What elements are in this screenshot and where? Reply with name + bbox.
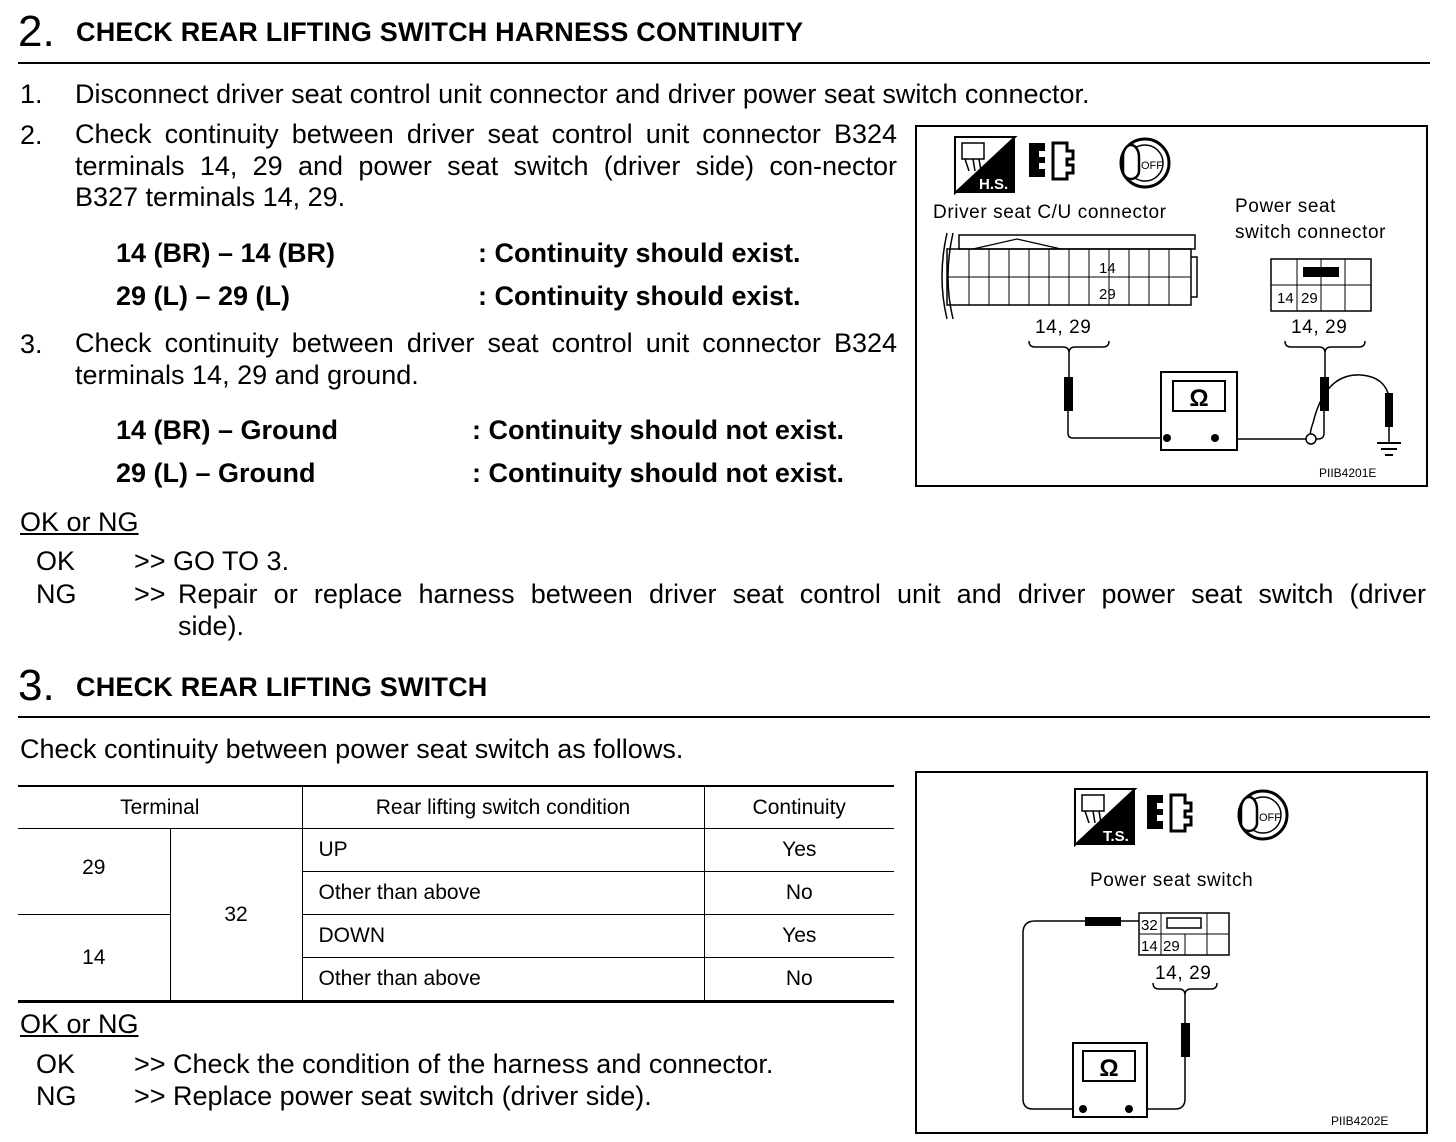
fig2-pin-14: 14 xyxy=(1141,938,1158,955)
power-seat-switch-label: Power seat switch xyxy=(1090,870,1254,891)
sw-pin-29: 29 xyxy=(1301,290,1318,307)
terminal-14-cell: 14 xyxy=(18,915,170,1002)
junction-point xyxy=(1306,434,1316,444)
fig2-pin-32: 32 xyxy=(1141,917,1158,934)
badge-ts-text: T.S. xyxy=(1103,828,1129,845)
step-3-rule xyxy=(18,716,1430,718)
item-1-number: 1. xyxy=(20,79,43,109)
ohm-symbol-1: Ω xyxy=(1189,385,1209,412)
header-condition: Rear lifting switch condition xyxy=(302,787,704,829)
figure-switch-continuity xyxy=(915,771,1428,1134)
header-terminal: Terminal xyxy=(18,787,302,829)
ng-label-2: NG xyxy=(36,1081,77,1111)
ng-label-1: NG xyxy=(36,579,77,609)
ng-text-2: >> Replace power seat switch (driver side). xyxy=(134,1081,652,1111)
step-2-rule xyxy=(18,62,1430,64)
continuity-other-2: No xyxy=(704,958,894,1002)
item-2-number: 2. xyxy=(20,120,43,150)
table-row xyxy=(18,829,894,872)
table-row xyxy=(18,915,894,958)
ok-label-1: OK xyxy=(36,546,76,576)
sw-brace xyxy=(1285,341,1365,353)
item-2-text: Check continuity between driver seat control unit connector B324 terminals 14, 29 and power seat switch (driver side) con-nector B327 terminals 14, 29. xyxy=(75,119,897,212)
condition-other-1: Other than above xyxy=(302,872,704,915)
condition-down: DOWN xyxy=(302,915,704,958)
check-29-29-terminals: 29 (L) – 29 (L) xyxy=(116,281,291,311)
terminal-29-cell: 29 xyxy=(18,829,170,915)
check-14-ground-terminals: 14 (BR) – Ground xyxy=(116,415,339,445)
cu-connector xyxy=(942,233,1197,319)
ok-text-2: >> Check the condition of the harness and connector. xyxy=(134,1049,774,1079)
ohm-symbol-2: Ω xyxy=(1099,1055,1119,1082)
check-29-29-result: : Continuity should exist. xyxy=(478,281,801,311)
sw-terminals-label: 14, 29 xyxy=(1291,317,1348,338)
continuity-down: Yes xyxy=(704,915,894,958)
cu-pin-14: 14 xyxy=(1099,260,1116,277)
item-3-number: 3. xyxy=(20,329,43,359)
figure-2-drawing xyxy=(917,773,1426,1132)
cu-connector-label: Driver seat C/U connector xyxy=(933,202,1167,223)
header-continuity: Continuity xyxy=(704,787,894,829)
continuity-other-1: No xyxy=(704,872,894,915)
continuity-up: Yes xyxy=(704,829,894,872)
figure-1-drawing xyxy=(917,127,1426,485)
cu-pin-29: 29 xyxy=(1099,286,1116,303)
check-14-14-result: : Continuity should exist. xyxy=(478,238,801,268)
check-29-ground-result: : Continuity should not exist. xyxy=(472,458,844,488)
sw-pin-14: 14 xyxy=(1277,290,1294,307)
condition-other-2: Other than above xyxy=(302,958,704,1002)
check-29-ground-terminals: 29 (L) – Ground xyxy=(116,458,316,488)
fig2-pin-29: 29 xyxy=(1163,938,1180,955)
off-label-1: OFF xyxy=(1141,160,1163,172)
step-2-number: 2. xyxy=(18,7,55,56)
cu-terminals-label: 14, 29 xyxy=(1035,317,1092,338)
connector-icon xyxy=(1147,795,1191,831)
table-header-row xyxy=(18,787,894,829)
step-2-title: CHECK REAR LIFTING SWITCH HARNESS CONTINUITY xyxy=(76,17,804,47)
figure-2-code: PIIB4202E xyxy=(1331,1114,1389,1128)
check-14-ground-result: : Continuity should not exist. xyxy=(472,415,844,445)
fig2-terminals-label: 14, 29 xyxy=(1155,963,1212,984)
switch-connector-label-2: switch connector xyxy=(1235,222,1387,243)
step-3-number: 3. xyxy=(18,661,55,710)
ok-label-2: OK xyxy=(36,1049,76,1079)
item-3-text: Check continuity between driver seat control unit connector B324 terminals 14, 29 and ground. xyxy=(75,328,897,390)
continuity-table xyxy=(18,787,894,1003)
step-3-title: CHECK REAR LIFTING SWITCH xyxy=(76,672,488,702)
switch-connector-label-1: Power seat xyxy=(1235,196,1337,217)
terminal-32-cell: 32 xyxy=(170,829,302,1002)
step-3-intro: Check continuity between power seat switch as follows. xyxy=(20,734,684,764)
figure-1-code: PIIB4201E xyxy=(1319,466,1377,480)
off-label-2: OFF xyxy=(1259,812,1281,824)
ok-text-1: >> GO TO 3. xyxy=(134,546,290,576)
condition-up: UP xyxy=(302,829,704,872)
badge-hs-text: H.S. xyxy=(979,176,1009,193)
ok-ng-heading-1: OK or NG xyxy=(20,507,139,537)
check-14-14-terminals: 14 (BR) – 14 (BR) xyxy=(116,238,336,268)
ng-text-1-line-1: Repair or replace harness between driver seat control unit and driver power seat switch (driver xyxy=(178,579,1426,609)
ng-text-1-line-2: side). xyxy=(178,611,245,641)
cu-brace xyxy=(1029,341,1109,353)
figure-harness-continuity xyxy=(915,125,1428,487)
ok-ng-heading-2: OK or NG xyxy=(20,1009,139,1039)
ng-arrow-1: >> xyxy=(134,579,166,609)
item-1-text: Disconnect driver seat control unit connector and driver power seat switch connector. xyxy=(75,79,1090,109)
connector-icon xyxy=(1029,143,1073,179)
